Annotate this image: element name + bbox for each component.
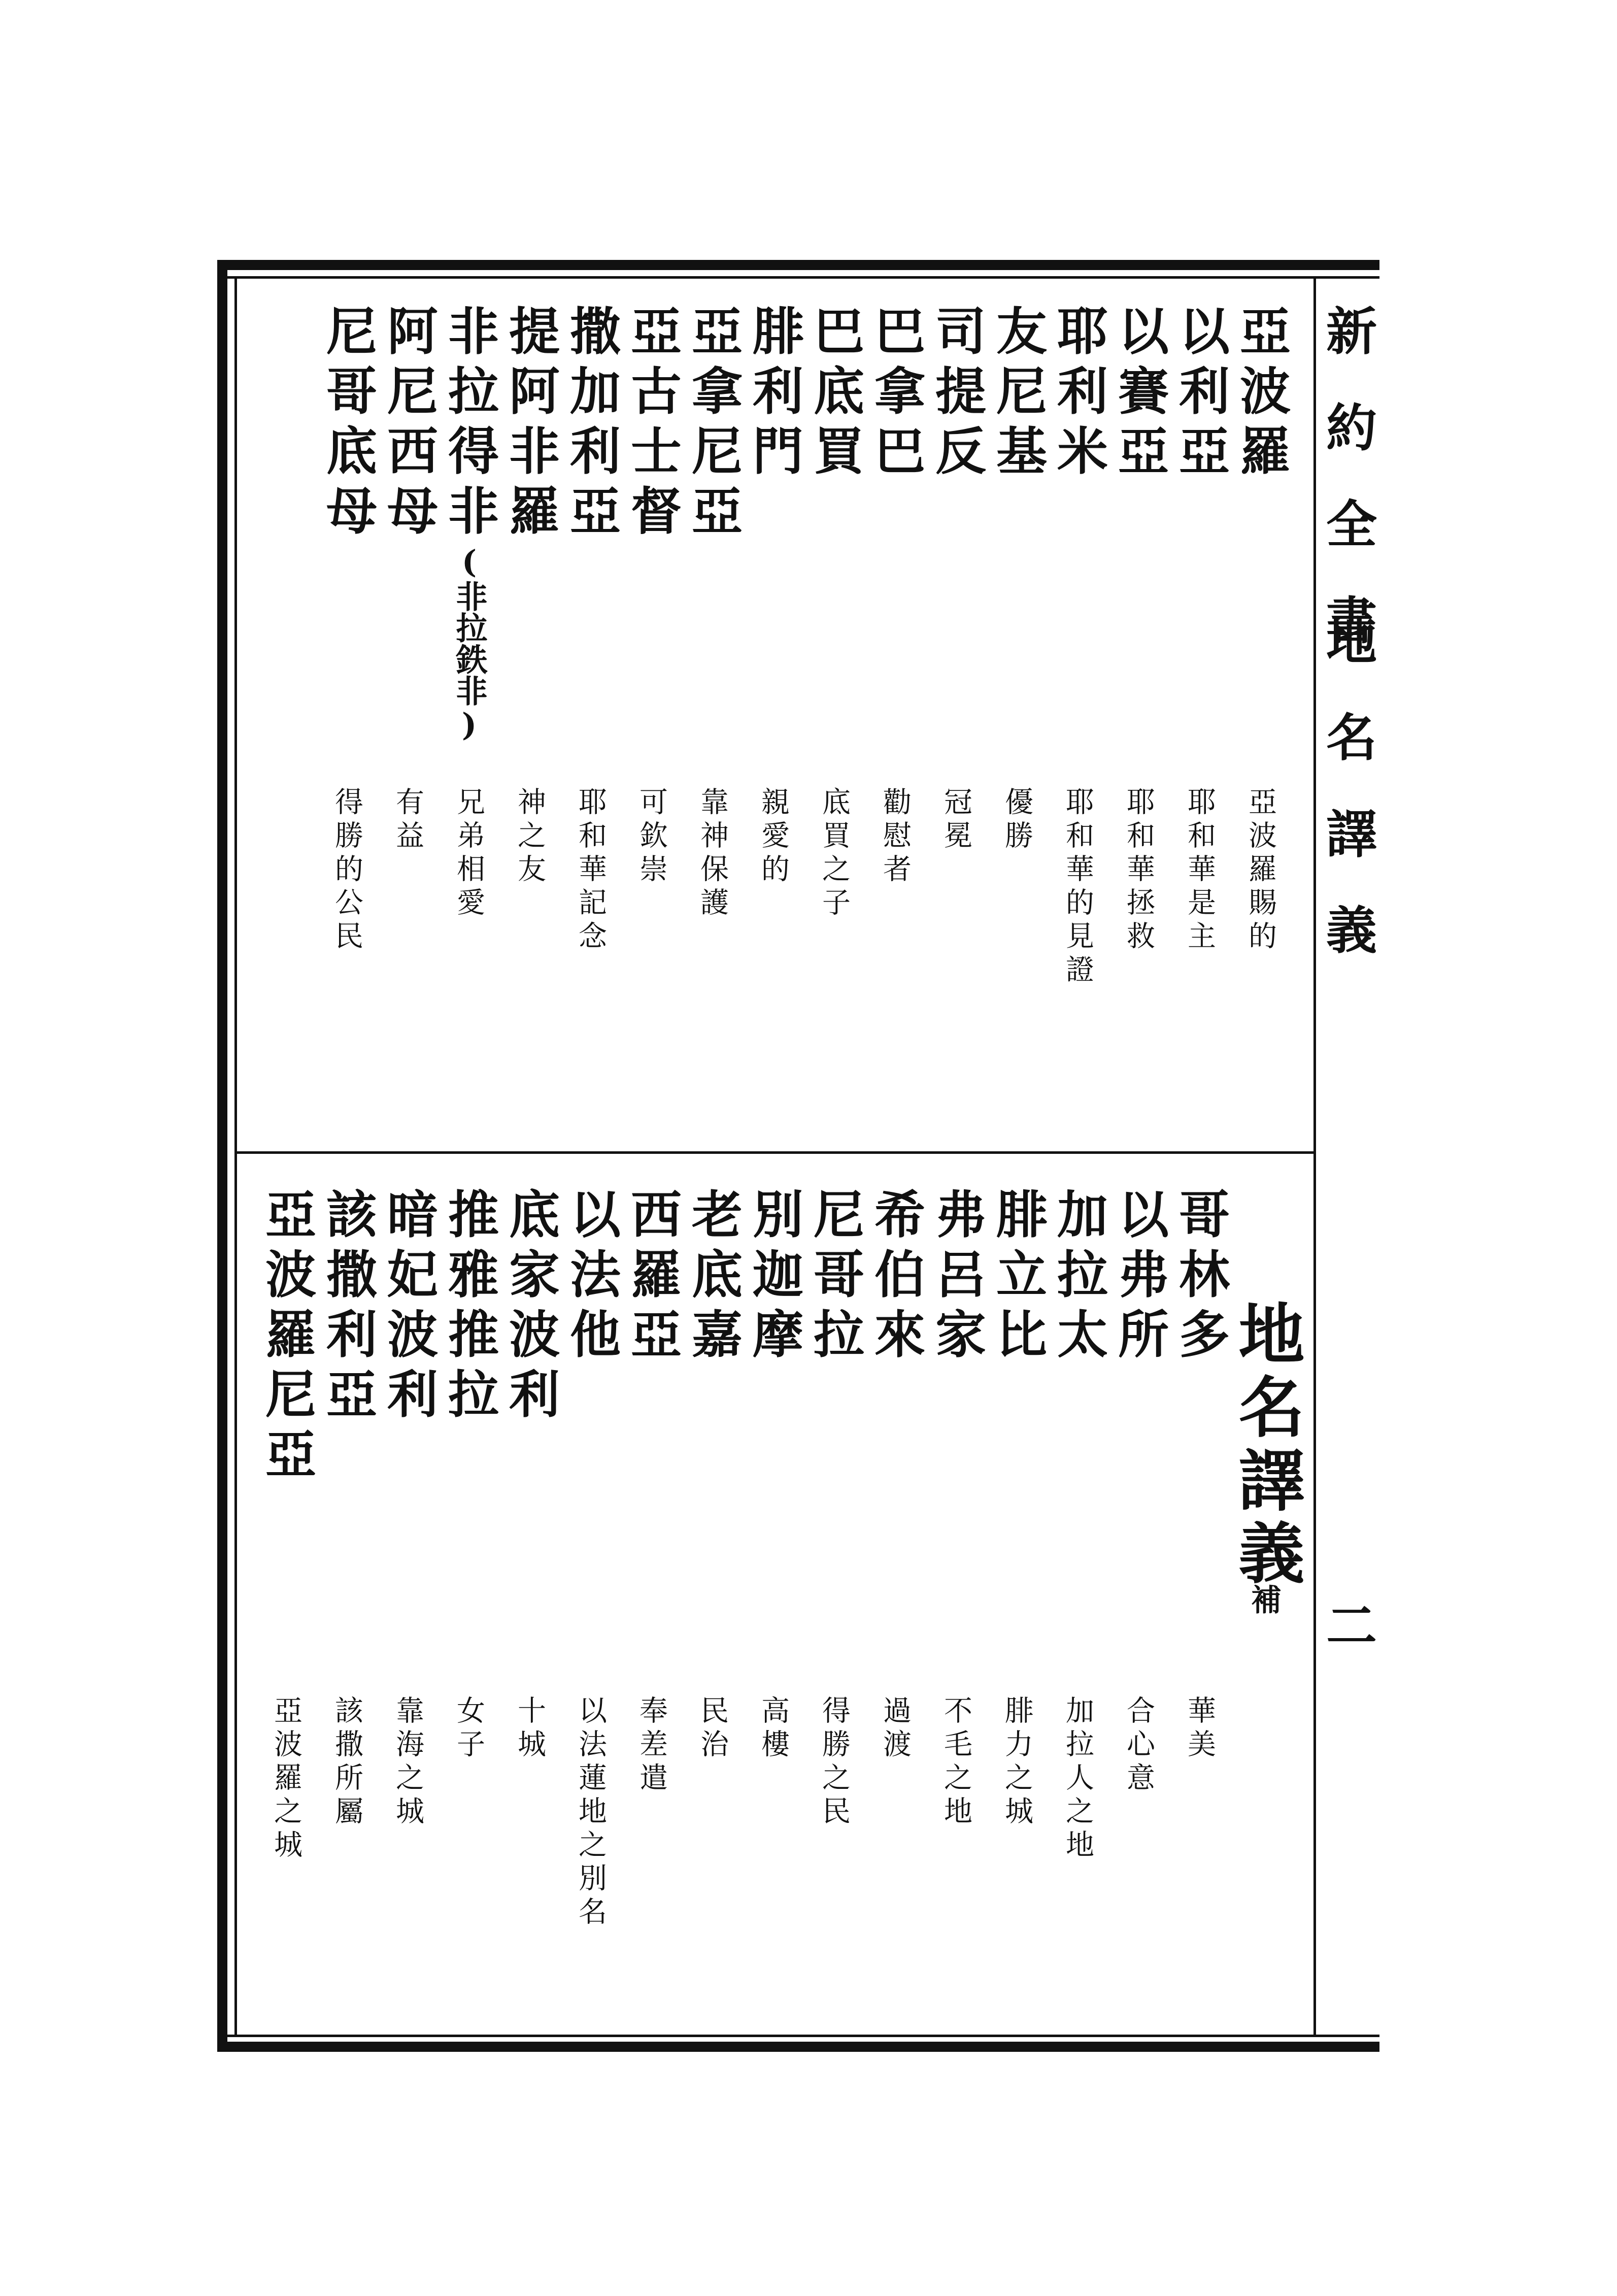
entry-name: 亞波羅尼亞 bbox=[257, 1188, 317, 1487]
entry-meaning: 勸慰者 bbox=[879, 787, 912, 887]
page-number: 二 bbox=[1318, 1599, 1377, 1650]
entry-name: 暗妃波利 bbox=[379, 1188, 439, 1427]
entry-meaning: 耶和華拯救 bbox=[1122, 787, 1155, 954]
entry-meaning: 高樓 bbox=[757, 1695, 790, 1762]
entry-name: 加拉太 bbox=[1049, 1188, 1108, 1368]
entry-name: 推雅推拉 bbox=[440, 1188, 499, 1427]
entry-name: 老底嘉 bbox=[683, 1188, 743, 1368]
entry-name: 別迦摩 bbox=[744, 1188, 804, 1368]
entry-meaning: 亞波羅之城 bbox=[270, 1695, 302, 1863]
header-column-divider bbox=[1313, 276, 1316, 2037]
entry-meaning: 得勝的公民 bbox=[330, 787, 363, 954]
entry-name: 亞古士督 bbox=[622, 305, 682, 544]
entry-meaning: 靠神保護 bbox=[696, 787, 729, 921]
entry-meaning: 底買之子 bbox=[818, 787, 851, 921]
entry-meaning: 合心意 bbox=[1122, 1695, 1155, 1796]
entry-meaning: 民治 bbox=[696, 1695, 729, 1762]
entry-meaning: 腓力之城 bbox=[1000, 1695, 1033, 1829]
entry-name: 以利亞 bbox=[1170, 305, 1230, 484]
entry-meaning: 可欽崇 bbox=[635, 787, 668, 887]
entry-meaning: 優勝 bbox=[1000, 787, 1033, 854]
entry-name: 非拉得非 bbox=[440, 305, 499, 544]
section-title: 地名譯義 bbox=[1228, 1300, 1305, 1592]
entry-meaning: 加拉人之地 bbox=[1061, 1695, 1094, 1863]
left-border-thin bbox=[234, 276, 237, 2037]
entry-name: 哥林多 bbox=[1170, 1188, 1230, 1368]
entry-name: 該撒利亞 bbox=[318, 1188, 378, 1427]
entry-name: 尼哥底母 bbox=[318, 305, 378, 544]
entry-meaning: 以法蓮地之別名 bbox=[574, 1695, 607, 1930]
top-border-thin bbox=[217, 276, 1379, 279]
entry-name: 希伯來 bbox=[866, 1188, 926, 1368]
entry-meaning: 十城 bbox=[513, 1695, 546, 1762]
bottom-border-thick bbox=[217, 2042, 1379, 2052]
entry-name: 阿尼西母 bbox=[379, 305, 439, 544]
entry-meaning: 不毛之地 bbox=[939, 1695, 972, 1829]
section-title-header: 地名譯義 bbox=[1318, 614, 1377, 1000]
top-border-thick bbox=[217, 260, 1379, 270]
entry-meaning: 亞波羅賜的 bbox=[1244, 787, 1277, 954]
entry-name: 撒加利亞 bbox=[561, 305, 621, 544]
entry-meaning: 該撒所屬 bbox=[330, 1695, 363, 1829]
entry-name: 以賽亞 bbox=[1109, 305, 1169, 484]
entry-name: 以弗所 bbox=[1109, 1188, 1169, 1368]
entry-name: 友尼基 bbox=[988, 305, 1048, 484]
entry-name: 亞波羅 bbox=[1231, 305, 1291, 484]
entry-name: 底家波利 bbox=[500, 1188, 560, 1427]
bottom-border-thin bbox=[217, 2035, 1379, 2037]
entry-meaning: 兄弟相愛 bbox=[452, 787, 485, 921]
entry-name: 司提反 bbox=[927, 305, 987, 484]
entry-name: 巴拿巴 bbox=[866, 305, 926, 484]
entry-meaning: 神之友 bbox=[513, 787, 546, 887]
entry-meaning: 靠海之城 bbox=[391, 1695, 424, 1829]
entry-meaning: 奉差遣 bbox=[635, 1695, 668, 1796]
entry-name: 弗呂家 bbox=[927, 1188, 987, 1368]
entry-meaning: 耶和華是主 bbox=[1183, 787, 1216, 954]
entry-name: 亞拿尼亞 bbox=[683, 305, 743, 544]
entry-name: 腓立比 bbox=[988, 1188, 1048, 1368]
entry-meaning: 有益 bbox=[391, 787, 424, 854]
entry-name: 提阿非羅 bbox=[500, 305, 560, 544]
entry-name: 巴底買 bbox=[805, 305, 865, 484]
entry-meaning: 耶和華的見證 bbox=[1061, 787, 1094, 988]
section-divider bbox=[234, 1151, 1313, 1154]
section-subtitle: 補 bbox=[1246, 1584, 1282, 1614]
entry-meaning: 冠冕 bbox=[939, 787, 972, 854]
entry-meaning: 過渡 bbox=[879, 1695, 912, 1762]
entry-name: 西羅亞 bbox=[622, 1188, 682, 1368]
entry-meaning: 親愛的 bbox=[757, 787, 790, 887]
entry-name: 腓利門 bbox=[744, 305, 804, 484]
entry-meaning: 女子 bbox=[452, 1695, 485, 1762]
entry-name: 以法他 bbox=[561, 1188, 621, 1368]
entry-meaning: 耶和華記念 bbox=[574, 787, 607, 954]
entry-name: 尼哥拉 bbox=[805, 1188, 865, 1368]
entry-meaning: 得勝之民 bbox=[818, 1695, 851, 1829]
entry-alt-spelling: (非拉鉄非) bbox=[451, 543, 488, 743]
entry-meaning: 華美 bbox=[1183, 1695, 1216, 1762]
book-title: 新約全書 bbox=[1318, 305, 1377, 690]
entry-name: 耶利米 bbox=[1049, 305, 1108, 484]
left-border-thick bbox=[217, 260, 227, 2052]
